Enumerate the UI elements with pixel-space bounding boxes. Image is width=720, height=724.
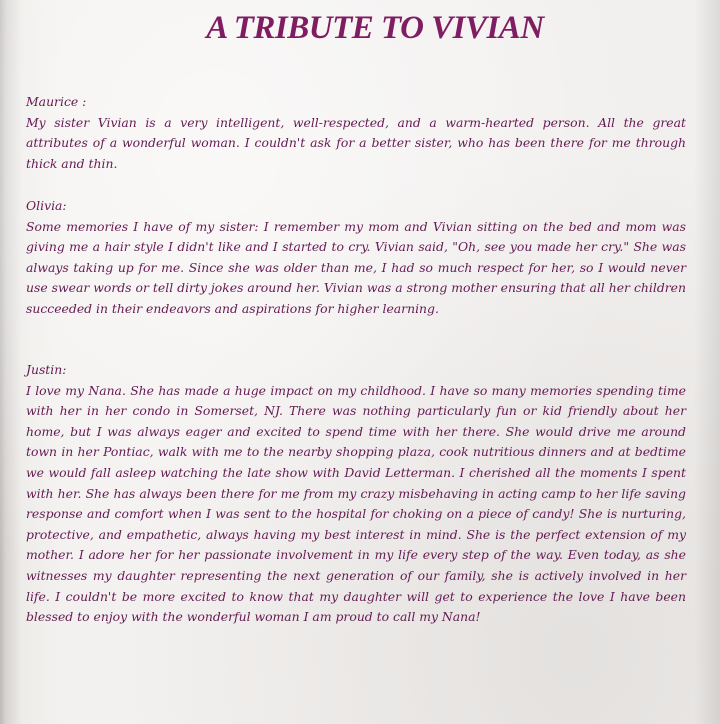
tribute-olivia bbox=[26, 196, 686, 320]
tribute-author: Maurice : bbox=[26, 94, 87, 109]
page-title: A TRIBUTE TO VIVIAN bbox=[206, 10, 544, 46]
tribute-author: Justin: bbox=[26, 362, 67, 377]
tribute-text: Some memories I have of my sister: I remember my mom and Vivian sitting on the bed and mom was giving me a hair style I didn't like and I started to cry. Vivian said, "Oh, see you made her cry." She was always taking up for me. Since she was older than me, I had so much respect for her, so I would never use swear words or tell dirty jokes around her. Vivian was a strong mother ensuring that all her children succeeded in their endeavors and aspirations for higher learning. bbox=[26, 218, 686, 316]
tribute-author: Olivia: bbox=[26, 198, 67, 213]
tribute-maurice bbox=[26, 92, 686, 174]
tribute-justin bbox=[26, 360, 686, 628]
tribute-text: I love my Nana. She has made a huge impact on my childhood. I have so many memories spending time with her in her condo in Somerset, NJ. There was nothing particularly fun or kid friendly about her home, but I was always eager and excited to spend time with her there. She would drive me around town in her Pontiac, walk with me to the nearby shopping plaza, cook nutritious dinners and at bedtime we would fall asleep watching the late show with David Letterman. I cherished all the moments I spent with her. She has always been there for me from my crazy misbehaving in acting camp to her life saving response and comfort when I was sent to the hospital for choking on a piece of candy! She is nurturing, protective, and empathetic, always having my best interest in mind. She is the perfect extension of my mother. I adore her for her passionate involvement in my life every step of the way. Even today, as she witnesses my daughter representing the next generation of our family, she is actively involved in her life. I couldn't be more excited to know that my daughter will get to experience the love I have been blessed to enjoy with the wonderful woman I am proud to call my Nana! bbox=[26, 382, 686, 625]
tribute-text: My sister Vivian is a very intelligent, well-respected, and a warm-hearted person. All the great attributes of a wonderful woman. I couldn't ask for a better sister, who has been there for me through thick and thin. bbox=[26, 114, 686, 171]
